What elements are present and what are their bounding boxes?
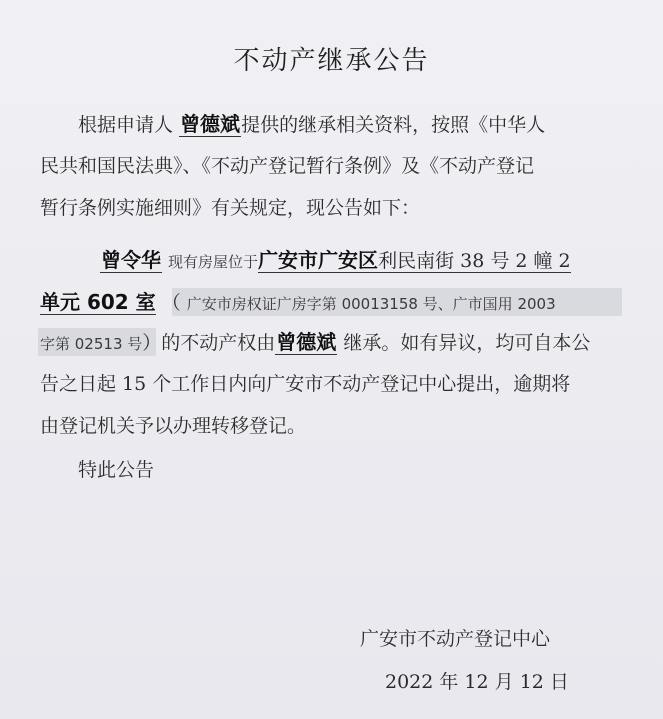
issuer-name: 广安市不动产登记中心 — [360, 628, 551, 650]
address-city: 广安市 — [258, 248, 319, 272]
p2-text-a: 现有房屋位于 — [168, 253, 259, 271]
p1-text-b: 提供的继承相关资料，按照《中华人 — [241, 114, 546, 136]
p2-text-b: ）的不动产权由 — [142, 332, 276, 354]
paragraph-1-line-1 — [78, 110, 545, 139]
address-number: 38 号 2 幢 2 — [454, 250, 571, 272]
paragraph-2-line-4: 告之日起 15 个工作日内向广安市不动产登记中心提出，逾期将 — [40, 373, 571, 395]
paragraph-2-line-3 — [40, 328, 590, 358]
paragraph-1-line-2: 民共和国民法典》、《不动产登记暂行条例》及《不动产登记 — [40, 155, 535, 177]
certificate-number-part-2: 字第 02513 号 — [40, 335, 143, 353]
notice-title: 不动产继承公告 — [233, 46, 430, 76]
paragraph-2-line-1 — [100, 246, 571, 276]
p2-text-c: 继承。如有异议，均可自本公 — [343, 332, 591, 354]
issue-date: 2022 年 12 月 12 日 — [385, 671, 569, 693]
unit-number: 单元 602 室 — [40, 290, 156, 314]
certificate-number-part-1: 广安市房权证广房字第 00013158 号、广市国用 2003 — [186, 295, 556, 313]
heir-name: 曾德斌 — [276, 330, 337, 354]
applicant-name: 曾德斌 — [180, 112, 241, 136]
paragraph-2-line-5: 由登记机关予以办理转移登记。 — [40, 415, 307, 437]
paren-open: （ — [161, 292, 181, 314]
closing-text: 特此公告 — [78, 459, 155, 481]
paragraph-2-line-2 — [40, 288, 556, 318]
owner-name: 曾令华 — [101, 248, 161, 272]
paragraph-1-line-3: 暂行条例实施细则》有关规定，现公告如下： — [40, 197, 421, 219]
address-street: 利民南街 — [378, 250, 455, 272]
address-district: 广安区 — [318, 248, 379, 272]
p1-text-a: 根据申请人 — [78, 114, 174, 136]
